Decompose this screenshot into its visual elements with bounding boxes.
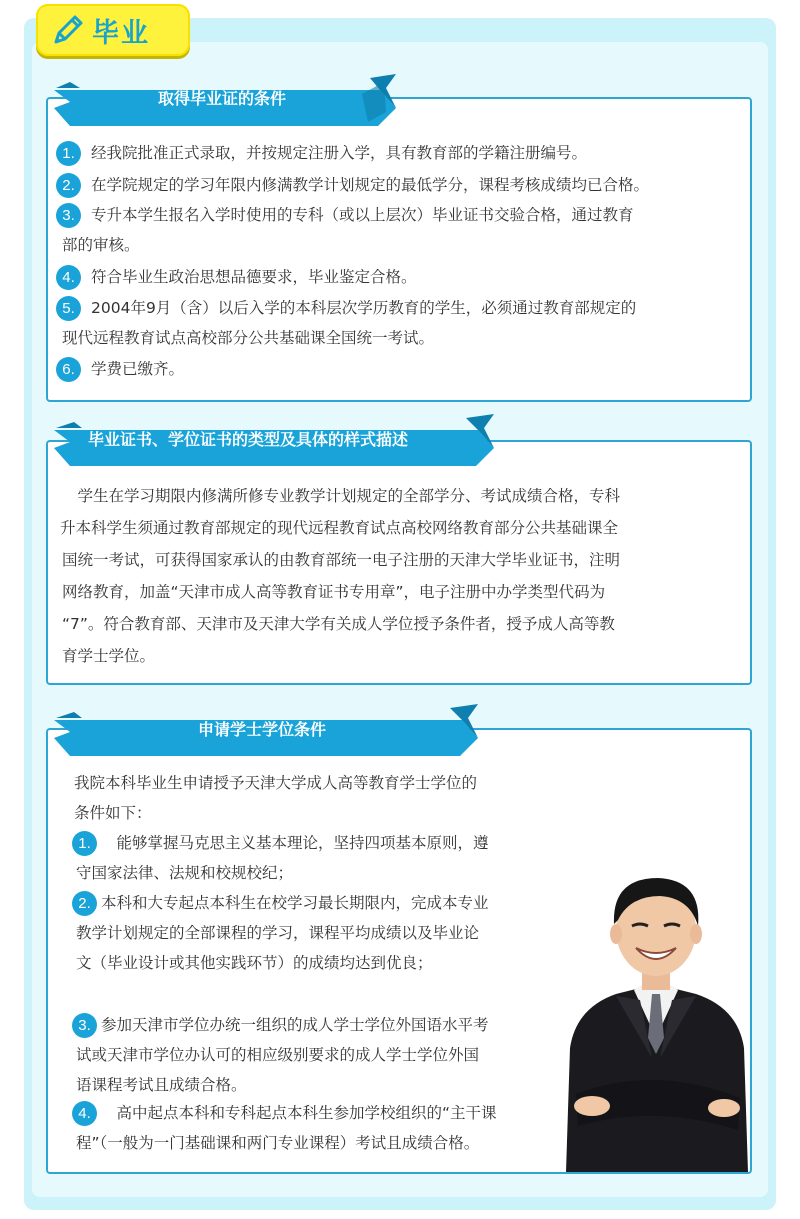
list-item-text: 参加天津市学位办统一组织的成人学士学位外国语水平考 xyxy=(101,1016,489,1034)
list-item-text: 高中起点本科和专科起点本科生参加学校组织的“主干课 xyxy=(101,1104,497,1122)
list-item xyxy=(56,200,634,260)
list-item-text: 试或天津市学位办认可的相应级别要求的成人学士学位外国 xyxy=(76,1046,480,1064)
paragraph-line: 国统一考试，可获得国家承认的由教育部统一电子注册的天津大学毕业证书，注明 xyxy=(62,551,621,569)
list-item xyxy=(56,170,649,200)
number-badge: 3. xyxy=(56,203,81,228)
list-item xyxy=(72,1010,489,1100)
number-badge: 4. xyxy=(72,1101,97,1126)
list-item-text: 语课程考试且成绩合格。 xyxy=(76,1076,247,1094)
paragraph-line: 升本科学生须通过教育部规定的现代远程教育试点高校网络教育部分公共基础课全 xyxy=(60,519,619,537)
smiling-student-image xyxy=(556,868,756,1172)
list-item-text: 2004年9月（含）以后入学的本科层次学历教育的学生，必须通过教育部规定的 xyxy=(91,299,637,317)
list-item xyxy=(72,888,489,978)
number-badge: 2. xyxy=(56,173,81,198)
section-title: 毕业证书、学位证书的类型及具体的样式描述 xyxy=(88,430,409,449)
certificate-description xyxy=(62,480,732,672)
intro-text xyxy=(74,768,477,828)
list-item-text: 文（毕业设计或其他实践环节）的成绩均达到优良； xyxy=(76,954,433,972)
list-item-text: 本科和大专起点本科生在校学习最长期限内，完成本专业 xyxy=(101,894,489,912)
list-item xyxy=(72,828,489,888)
number-badge: 3. xyxy=(72,1013,97,1038)
list-item-text: 程”（一般为一门基础课和两门专业课程）考试且成绩合格。 xyxy=(76,1134,480,1152)
number-badge: 1. xyxy=(56,141,81,166)
ribbon-banner xyxy=(0,704,800,764)
pencil-icon xyxy=(50,12,86,48)
paragraph-line: 网络教育，加盖“天津市成人高等教育证书专用章”，电子注册中办学类型代码为 xyxy=(62,583,606,601)
list-item-text: 在学院规定的学习年限内修满教学计划规定的最低学分，课程考核成绩均已合格。 xyxy=(91,176,650,194)
list-item-text: 教学计划规定的全部课程的学习，课程平均成绩以及毕业论 xyxy=(76,924,480,942)
list-item xyxy=(56,354,184,384)
paragraph-line: 我院本科毕业生申请授予天津大学成人高等教育学士学位的 xyxy=(74,774,478,792)
list-item-text: 专升本学生报名入学时使用的专科（或以上层次）毕业证书交验合格，通过教育 xyxy=(91,206,634,224)
number-badge: 2. xyxy=(72,891,97,916)
paragraph-line: 条件如下： xyxy=(74,804,152,822)
page-title: 毕业 xyxy=(92,17,150,49)
list-item-text: 部的审核。 xyxy=(62,236,140,254)
section-title: 申请学士学位条件 xyxy=(198,720,327,739)
list-item-text: 守国家法律、法规和校规校纪； xyxy=(76,864,294,882)
paragraph-line: “7”。符合教育部、天津市及天津大学有关成人学位授予条件者，授予成人高等教 xyxy=(62,615,615,633)
list-item-text: 经我院批准正式录取，并按规定注册入学，具有教育部的学籍注册编号。 xyxy=(91,144,588,162)
number-badge: 1. xyxy=(72,831,97,856)
list-item-text: 学费已缴齐。 xyxy=(91,360,185,378)
paragraph-line: 育学士学位。 xyxy=(62,647,156,665)
list-item xyxy=(56,262,417,292)
list-item xyxy=(56,138,587,168)
number-badge: 5. xyxy=(56,296,81,321)
list-item xyxy=(72,1098,497,1158)
number-badge: 4. xyxy=(56,265,81,290)
list-item-text: 符合毕业生政治思想品德要求，毕业鉴定合格。 xyxy=(91,268,417,286)
list-item-text: 能够掌握马克思主义基本理论，坚持四项基本原则，遵 xyxy=(101,834,489,852)
paragraph-line: 学生在学习期限内修满所修专业教学计划规定的全部学分、考试成绩合格，专科 xyxy=(62,487,621,505)
ribbon-banner xyxy=(0,72,800,132)
list-item-text: 现代远程教育试点高校部分公共基础课全国统一考试。 xyxy=(62,329,435,347)
list-item xyxy=(56,293,636,353)
section-header-tag xyxy=(36,4,190,56)
section-title: 取得毕业证的条件 xyxy=(158,89,287,108)
number-badge: 6. xyxy=(56,357,81,382)
